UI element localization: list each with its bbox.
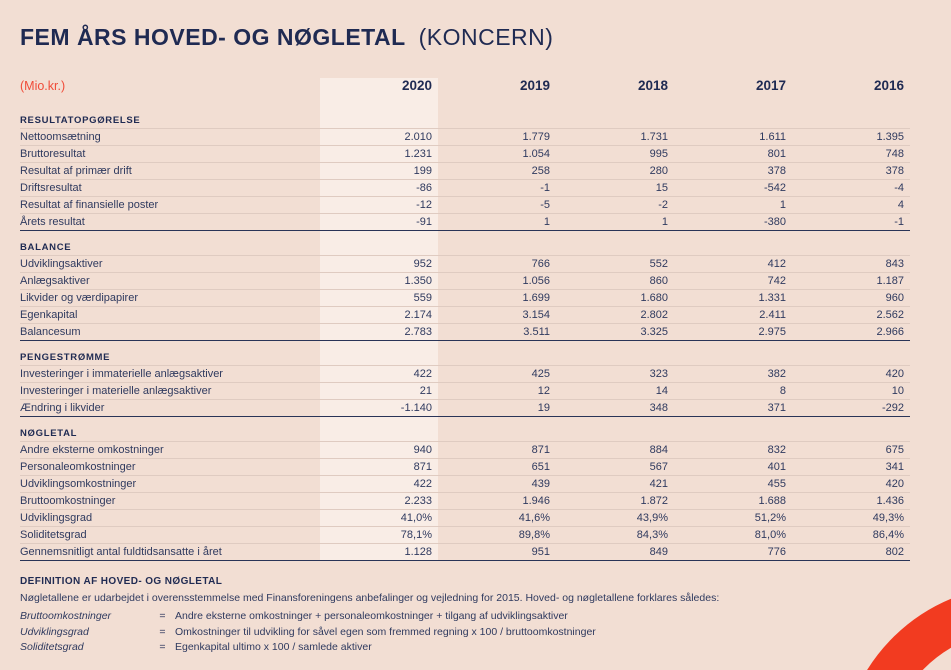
value-2016: 49,3% — [872, 512, 904, 524]
value-2019: 766 — [531, 258, 550, 270]
decorative-arc-shape — [840, 585, 951, 670]
table-row — [20, 493, 910, 510]
value-2016: 2.966 — [876, 326, 904, 338]
year-header-2020: 2020 — [401, 78, 432, 93]
table-row — [20, 146, 910, 163]
section-title-label: RESULTATOPGØRELSE — [20, 115, 141, 126]
value-2018: 43,9% — [636, 512, 668, 524]
value-2016: 1.187 — [876, 275, 904, 287]
value-2017: 1 — [779, 199, 786, 211]
value-2020: 422 — [413, 478, 432, 490]
value-2019: 651 — [531, 461, 550, 473]
value-2016: 420 — [885, 478, 904, 490]
value-2019: 871 — [531, 444, 550, 456]
value-2019: 951 — [531, 546, 550, 558]
value-2018: 1.680 — [640, 292, 668, 304]
value-2018: 995 — [649, 148, 668, 160]
table-row — [20, 527, 910, 544]
definition-text: Omkostninger til udvikling for såvel egen som fremmed regning x 100 / bruttoomkostninger — [175, 625, 596, 638]
value-2017: 832 — [767, 444, 786, 456]
value-2018: 348 — [649, 402, 668, 414]
value-2020: 422 — [413, 368, 432, 380]
value-2017: 1.331 — [758, 292, 786, 304]
value-2017: 2.411 — [759, 309, 786, 321]
value-2017: 371 — [767, 402, 786, 414]
value-2020: 2.010 — [404, 131, 432, 143]
row-label: Soliditetsgrad — [20, 529, 87, 541]
table-row — [20, 442, 910, 459]
value-2018: 2.802 — [640, 309, 668, 321]
value-2020: 2.783 — [404, 326, 432, 338]
value-2018: 1.731 — [640, 131, 668, 143]
value-2019: 1.056 — [522, 275, 550, 287]
value-2016: 843 — [885, 258, 904, 270]
row-label: Anlægsaktiver — [20, 275, 90, 287]
value-2019: 1.946 — [522, 495, 550, 507]
five-year-key-figures-table — [20, 78, 910, 561]
unit-label: (Mio.kr.) — [20, 79, 66, 93]
value-2017: 412 — [767, 258, 786, 270]
table-row — [20, 544, 910, 561]
value-2017: -542 — [763, 182, 786, 194]
definition-term: Soliditetsgrad — [20, 641, 84, 653]
value-2020: -1.140 — [400, 402, 432, 414]
value-2019: 3.154 — [522, 309, 550, 321]
table-row — [20, 180, 910, 197]
value-2017: 51,2% — [754, 512, 786, 524]
value-2017: 81,0% — [754, 529, 786, 541]
value-2020: 2.174 — [404, 309, 432, 321]
section-title-row — [20, 104, 910, 129]
table-row — [20, 129, 910, 146]
value-2020: 2.233 — [404, 495, 432, 507]
row-label: Udviklingsgrad — [20, 512, 93, 524]
table-row — [20, 197, 910, 214]
value-2017: 382 — [767, 368, 786, 380]
value-2019: -5 — [540, 199, 550, 211]
value-2017: -380 — [763, 216, 786, 228]
equals-sign: = — [159, 610, 166, 622]
value-2020: 41,0% — [400, 512, 432, 524]
value-2016: 341 — [885, 461, 904, 473]
value-2018: 1 — [661, 216, 668, 228]
value-2018: 84,3% — [636, 529, 668, 541]
definitions-list — [20, 609, 850, 656]
value-2016: 4 — [897, 199, 904, 211]
value-2016: 1.436 — [876, 495, 904, 507]
definition-text: Andre eksterne omkostninger + personaleomkostninger + tilgang af udviklingsaktiver — [175, 610, 568, 622]
value-2020: 1.231 — [404, 148, 432, 160]
value-2016: 378 — [885, 165, 904, 177]
section-title-label: NØGLETAL — [20, 428, 78, 439]
row-label: Balancesum — [20, 326, 81, 338]
value-2016: 86,4% — [872, 529, 904, 541]
year-header-2016: 2016 — [873, 78, 904, 93]
value-2017: 1.611 — [759, 131, 786, 143]
value-2017: 455 — [767, 478, 786, 490]
table-body — [20, 104, 910, 561]
page-title-suffix: (KONCERN) — [418, 24, 554, 50]
value-2016: 420 — [885, 368, 904, 380]
value-2018: -2 — [658, 199, 668, 211]
value-2018: 884 — [649, 444, 668, 456]
value-2019: 12 — [537, 385, 550, 397]
row-label: Årets resultat — [20, 216, 85, 228]
value-2018: 14 — [655, 385, 668, 397]
value-2018: 567 — [649, 461, 668, 473]
value-2019: 41,6% — [518, 512, 550, 524]
section-title-row — [20, 231, 910, 256]
section-title-row — [20, 417, 910, 442]
definition-item — [20, 625, 850, 641]
value-2019: 258 — [531, 165, 550, 177]
table-row — [20, 273, 910, 290]
value-2016: 1.395 — [876, 131, 904, 143]
row-label: Udviklingsomkostninger — [20, 478, 137, 490]
table-row — [20, 256, 910, 273]
year-header-2017: 2017 — [755, 78, 786, 93]
definition-item — [20, 640, 850, 656]
value-2020: 559 — [413, 292, 432, 304]
value-2016: 675 — [885, 444, 904, 456]
row-label: Udviklingsaktiver — [20, 258, 103, 270]
table-row — [20, 324, 910, 341]
equals-sign: = — [159, 641, 166, 653]
table-header-row — [20, 78, 910, 104]
definition-term: Udviklingsgrad — [20, 625, 89, 638]
value-2019: 1.054 — [522, 148, 550, 160]
value-2017: 776 — [767, 546, 786, 558]
row-label: Investeringer i materielle anlægsaktiver — [20, 385, 212, 397]
value-2016: -1 — [894, 216, 904, 228]
value-2016: 960 — [885, 292, 904, 304]
table-row — [20, 400, 910, 417]
value-2017: 742 — [767, 275, 786, 287]
value-2018: 1.872 — [640, 495, 668, 507]
row-label: Resultat af primær drift — [20, 165, 132, 177]
section-title-label: BALANCE — [20, 242, 72, 253]
row-label: Bruttoomkostninger — [20, 495, 116, 507]
table-row — [20, 307, 910, 324]
value-2018: 849 — [649, 546, 668, 558]
row-label: Resultat af finansielle poster — [20, 199, 159, 211]
row-label: Gennemsnitligt antal fuldtidsansatte i året — [20, 546, 222, 558]
value-2020: 1.350 — [404, 275, 432, 287]
value-2019: 1.779 — [522, 131, 550, 143]
table-row — [20, 476, 910, 493]
value-2018: 552 — [649, 258, 668, 270]
value-2016: 10 — [891, 385, 904, 397]
value-2017: 8 — [779, 385, 786, 397]
value-2018: 15 — [655, 182, 668, 194]
table-row — [20, 163, 910, 180]
value-2019: 425 — [531, 368, 550, 380]
value-2016: 802 — [885, 546, 904, 558]
row-label: Andre eksterne omkostninger — [20, 444, 164, 456]
value-2017: 801 — [767, 148, 786, 160]
table-row — [20, 459, 910, 476]
value-2018: 280 — [649, 165, 668, 177]
value-2019: 3.511 — [523, 326, 550, 338]
row-label: Investeringer i immaterielle anlægsaktiver — [20, 368, 223, 380]
value-2016: 748 — [885, 148, 904, 160]
value-2020: 199 — [413, 165, 432, 177]
table-row — [20, 510, 910, 527]
value-2016: -292 — [881, 402, 904, 414]
value-2019: 1 — [543, 216, 550, 228]
row-label: Personaleomkostninger — [20, 461, 136, 473]
value-2018: 421 — [649, 478, 668, 490]
section-title-row — [20, 341, 910, 366]
row-label: Bruttoresultat — [20, 148, 86, 160]
table-row — [20, 366, 910, 383]
row-label: Nettoomsætning — [20, 131, 101, 143]
value-2017: 1.688 — [758, 495, 786, 507]
value-2019: -1 — [540, 182, 550, 194]
value-2020: 21 — [419, 385, 432, 397]
definition-term: Bruttoomkostninger — [20, 610, 112, 622]
value-2020: 871 — [413, 461, 432, 473]
row-label: Ændring i likvider — [20, 402, 105, 414]
year-header-2019: 2019 — [519, 78, 550, 93]
value-2020: 952 — [413, 258, 432, 270]
page-title — [20, 24, 553, 51]
value-2017: 2.975 — [758, 326, 786, 338]
value-2020: 940 — [413, 444, 432, 456]
definition-item — [20, 609, 850, 625]
row-label: Likvider og værdipapirer — [20, 292, 138, 304]
value-2020: 1.128 — [404, 546, 432, 558]
row-label: Egenkapital — [20, 309, 78, 321]
value-2019: 1.699 — [522, 292, 550, 304]
value-2018: 3.325 — [640, 326, 668, 338]
value-2019: 19 — [537, 402, 550, 414]
value-2017: 378 — [767, 165, 786, 177]
value-2020: 78,1% — [400, 529, 432, 541]
value-2020: -12 — [416, 199, 432, 211]
value-2020: -86 — [416, 182, 432, 194]
definitions-intro: Nøgletallene er udarbejdet i overensstemmelse med Finansforeningens anbefalinger og vejledning for 2015. Hoved- og nøgletallene forklares således: — [20, 592, 720, 604]
value-2018: 860 — [649, 275, 668, 287]
value-2020: -91 — [416, 216, 432, 228]
table-row — [20, 214, 910, 231]
value-2019: 89,8% — [518, 529, 550, 541]
definitions-heading: DEFINITION AF HOVED- OG NØGLETAL — [20, 576, 223, 587]
value-2017: 401 — [767, 461, 786, 473]
definitions-section — [20, 576, 850, 656]
page-title-main: FEM ÅRS HOVED- OG NØGLETAL — [20, 24, 406, 50]
value-2016: -4 — [894, 182, 904, 194]
value-2018: 323 — [649, 368, 668, 380]
definition-text: Egenkapital ultimo x 100 / samlede aktiver — [175, 641, 372, 653]
row-label: Driftsresultat — [20, 182, 82, 194]
table-row — [20, 290, 910, 307]
table-row — [20, 383, 910, 400]
value-2016: 2.562 — [876, 309, 904, 321]
equals-sign: = — [159, 625, 166, 638]
section-title-label: PENGESTRØMME — [20, 352, 111, 363]
year-header-2018: 2018 — [637, 78, 668, 93]
value-2019: 439 — [531, 478, 550, 490]
